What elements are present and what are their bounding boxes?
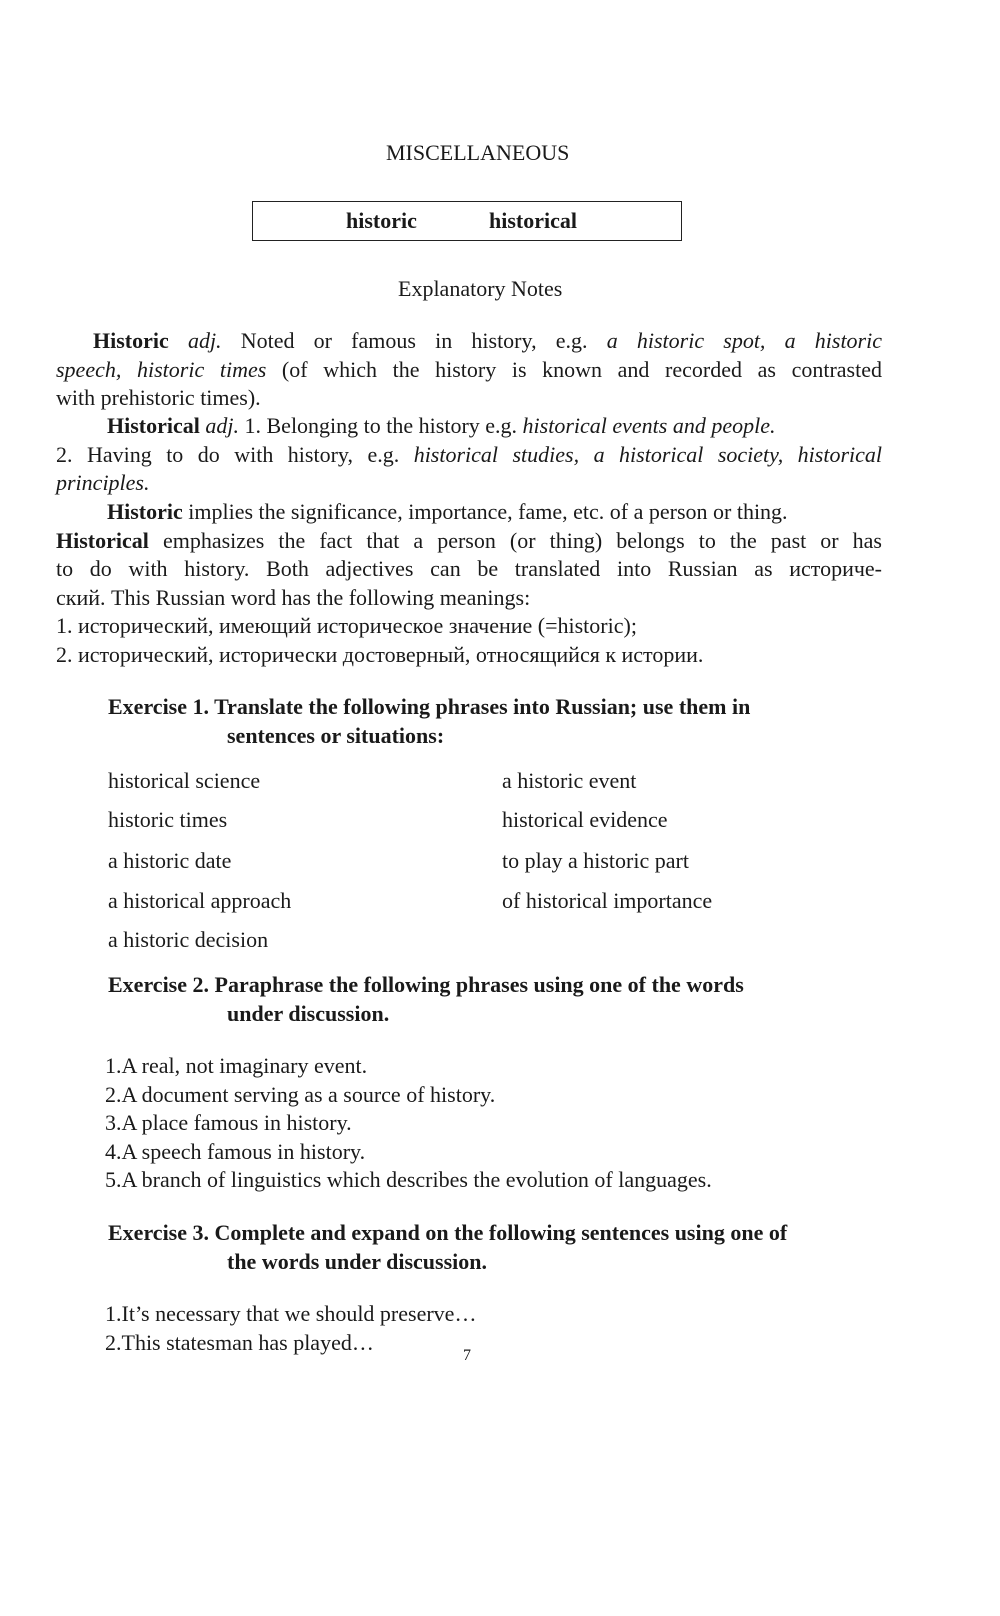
historical-examples-1: historical events and people.: [522, 413, 776, 438]
exercise-1-heading: [108, 692, 750, 750]
usage-historical-term: Historical: [56, 527, 149, 553]
exercise-1-phrase: to play a historic part: [502, 848, 689, 873]
usage-notes: [56, 498, 882, 669]
historic-pos: adj.: [187, 328, 222, 353]
usage-historical-text-3: ский. This Russian word has the following meanings:: [56, 584, 531, 610]
historic-examples-1: a historic spot, a historic: [606, 328, 882, 353]
historic-def-text-2: (of which the history is known and recorded as contrasted: [281, 356, 882, 382]
usage-historic-text: implies the significance, importance, fame, etc. of a person or thing.: [188, 499, 788, 524]
exercise-3-instruction-2: the words under discussion.: [227, 1249, 487, 1274]
exercise-1-phrase: historical evidence: [502, 807, 668, 832]
list-item: 5.A branch of linguistics which describes the evolution of languages.: [105, 1167, 712, 1192]
exercise-1-instruction-1: Translate the following phrases into Russian; use them in: [214, 694, 751, 719]
list-item: 1.It’s necessary that we should preserve…: [105, 1301, 477, 1326]
list-item: 2.A document serving as a source of history.: [105, 1081, 496, 1107]
historical-meaning-2: 2. Having to do with history, e.g.: [56, 441, 400, 467]
exercise-1-label: Exercise 1.: [108, 694, 210, 719]
historic-term: Historic: [93, 328, 169, 353]
exercise-1-phrase: a historic decision: [108, 927, 269, 952]
historical-definition: [56, 412, 882, 498]
historic-def-text: Noted or famous in history, e.g.: [240, 328, 588, 353]
historic-examples-2: speech, historic times: [56, 356, 267, 382]
page-title: MISCELLANEOUS: [386, 140, 570, 165]
exercise-3-list: [105, 1300, 476, 1357]
exercise-2-heading: [108, 970, 744, 1028]
exercise-1-phrase: historic times: [108, 807, 228, 832]
historical-pos: adj.: [205, 413, 239, 438]
usage-historical-text-1: emphasizes the fact that a person (or thing) belongs to the past or has: [162, 527, 882, 553]
historical-term: Historical: [107, 413, 200, 438]
exercise-2-instruction-2: under discussion.: [227, 1001, 390, 1026]
exercise-2-label: Exercise 2.: [108, 972, 210, 997]
list-item: 1.A real, not imaginary event.: [105, 1053, 368, 1078]
word-pair-box: [252, 201, 682, 241]
exercise-2-instruction-1: Paraphrase the following phrases using one of the words: [214, 972, 744, 997]
exercise-1-phrase: a historic date: [108, 848, 232, 873]
exercise-1-phrase: historical science: [108, 768, 261, 793]
historical-examples-3: principles.: [56, 470, 150, 495]
list-item: 2.This statesman has played…: [105, 1329, 374, 1355]
box-word-historical: historical: [489, 208, 577, 233]
list-item: 4.A speech famous in history.: [105, 1138, 366, 1164]
list-item: 3.A place famous in history.: [105, 1110, 352, 1135]
exercise-1-phrase: of historical importance: [502, 888, 713, 913]
historic-def-text-3: with prehistoric times).: [56, 385, 261, 410]
usage-historical-text-2: to do with history. Both adjectives can be translated into Russian as историче-: [56, 556, 882, 581]
exercise-3-label: Exercise 3.: [108, 1220, 210, 1245]
notes-heading: Explanatory Notes: [398, 276, 563, 301]
usage-historic-term: Historic: [107, 499, 183, 524]
exercise-1-phrase: a historic event: [502, 768, 637, 793]
exercise-3-instruction-1: Complete and expand on the following sentences using one of: [214, 1220, 788, 1245]
historic-definition: [56, 327, 882, 413]
russian-meaning-2: 2. исторический, исторически достоверный, относящийся к истории.: [56, 641, 704, 667]
exercise-3-heading: [108, 1218, 787, 1276]
box-word-historic: historic: [346, 208, 417, 233]
exercise-1-phrase: a historical approach: [108, 888, 292, 913]
exercise-1-instruction-2: sentences or situations:: [227, 723, 445, 748]
exercise-2-list: [105, 1052, 712, 1195]
page-number: 7: [463, 1347, 471, 1364]
russian-meaning-1: 1. исторический, имеющий историческое значение (=historic);: [56, 613, 637, 638]
historical-meaning-1: 1. Belonging to the history e.g.: [244, 413, 518, 438]
historical-examples-2: historical studies, a historical society, historical: [413, 441, 882, 467]
